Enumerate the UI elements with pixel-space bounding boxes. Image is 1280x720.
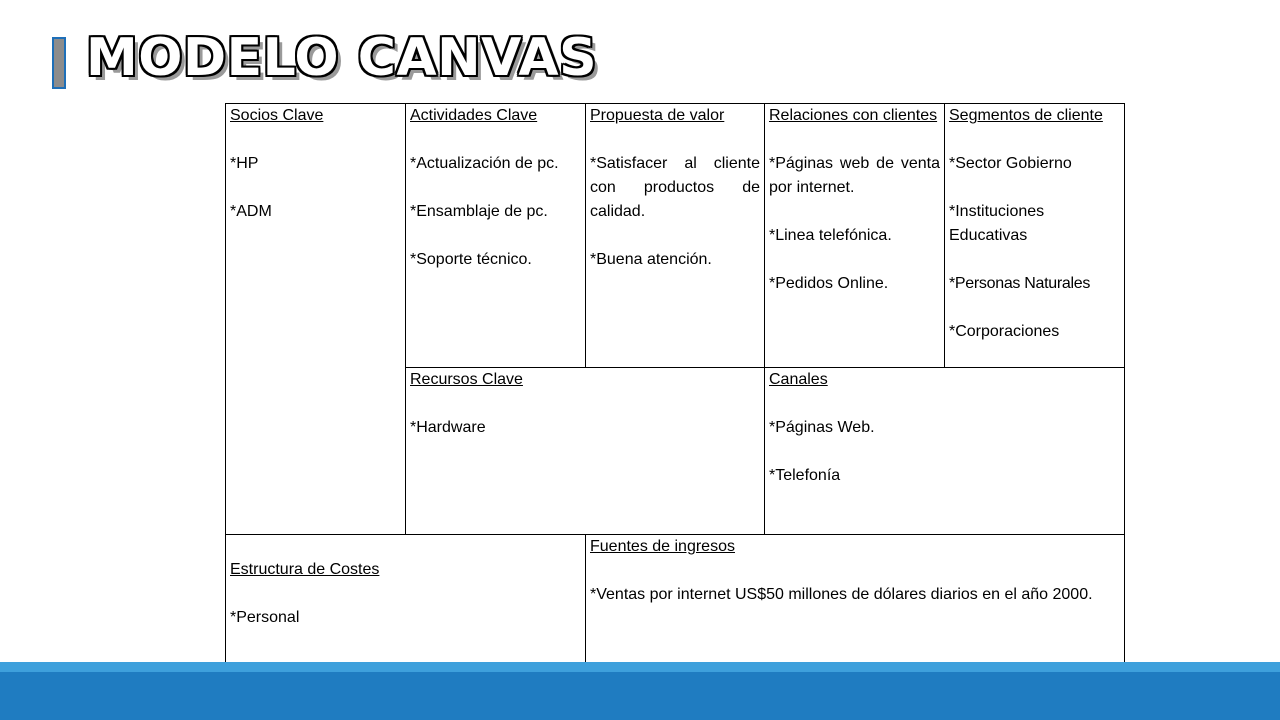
segmentos-item: *Sector Gobierno: [949, 155, 1072, 172]
actividades-clave-heading: Actividades Clave: [410, 107, 538, 124]
canales-item: *Páginas Web.: [769, 419, 875, 436]
estructura-costes-heading: Estructura de Costes: [230, 561, 380, 578]
cell-relaciones-clientes: [764, 103, 945, 368]
segmentos-item: *Personas Naturales: [949, 275, 1091, 292]
actividades-item: *Ensamblaje de pc.: [410, 203, 548, 220]
segmentos-heading: Segmentos de cliente: [949, 107, 1103, 124]
relaciones-item: *Linea telefónica.: [769, 227, 892, 244]
actividades-item: *Actualización de pc.: [410, 155, 559, 172]
segmentos-item: *Instituciones Educativas: [949, 203, 1045, 244]
actividades-item: *Soporte técnico.: [410, 251, 532, 268]
relaciones-item: *Páginas web de venta por internet.: [769, 155, 940, 196]
cell-recursos-clave: [405, 367, 765, 535]
propuesta-valor-heading: Propuesta de valor: [590, 107, 725, 124]
cell-actividades-clave: [405, 103, 586, 368]
ingresos-item: *Ventas por internet US$50 millones de dólares diarios en el año 2000.: [590, 586, 1093, 603]
page-title: MODELO CANVAS: [86, 28, 598, 88]
fuentes-ingresos-heading: Fuentes de ingresos: [590, 538, 735, 555]
canales-heading: Canales: [769, 371, 828, 388]
canales-item: *Telefonía: [769, 467, 841, 484]
relaciones-heading: Relaciones con clientes: [769, 107, 938, 124]
cell-canales: [764, 367, 1125, 535]
propuesta-item: *Buena atención.: [590, 251, 712, 268]
costes-item: *Personal: [230, 609, 300, 626]
cell-propuesta-valor: [585, 103, 765, 368]
footer-bar: [0, 672, 1280, 720]
relaciones-item: *Pedidos Online.: [769, 275, 889, 292]
recursos-item: *Hardware: [410, 419, 486, 436]
cell-socios-clave: [225, 103, 406, 535]
cell-fuentes-ingresos: [585, 534, 1125, 679]
propuesta-item: *Satisfacer al cliente con productos de calidad.: [590, 155, 760, 220]
cell-estructura-costes: [225, 534, 586, 679]
socios-item: *ADM: [230, 203, 272, 220]
recursos-clave-heading: Recursos Clave: [410, 371, 523, 388]
footer-accent-stripe: [0, 662, 1280, 672]
socios-item: *HP: [230, 155, 259, 172]
socios-clave-heading: Socios Clave: [230, 107, 324, 124]
segmentos-item: *Corporaciones: [949, 323, 1060, 340]
cell-segmentos-cliente: [944, 103, 1125, 368]
